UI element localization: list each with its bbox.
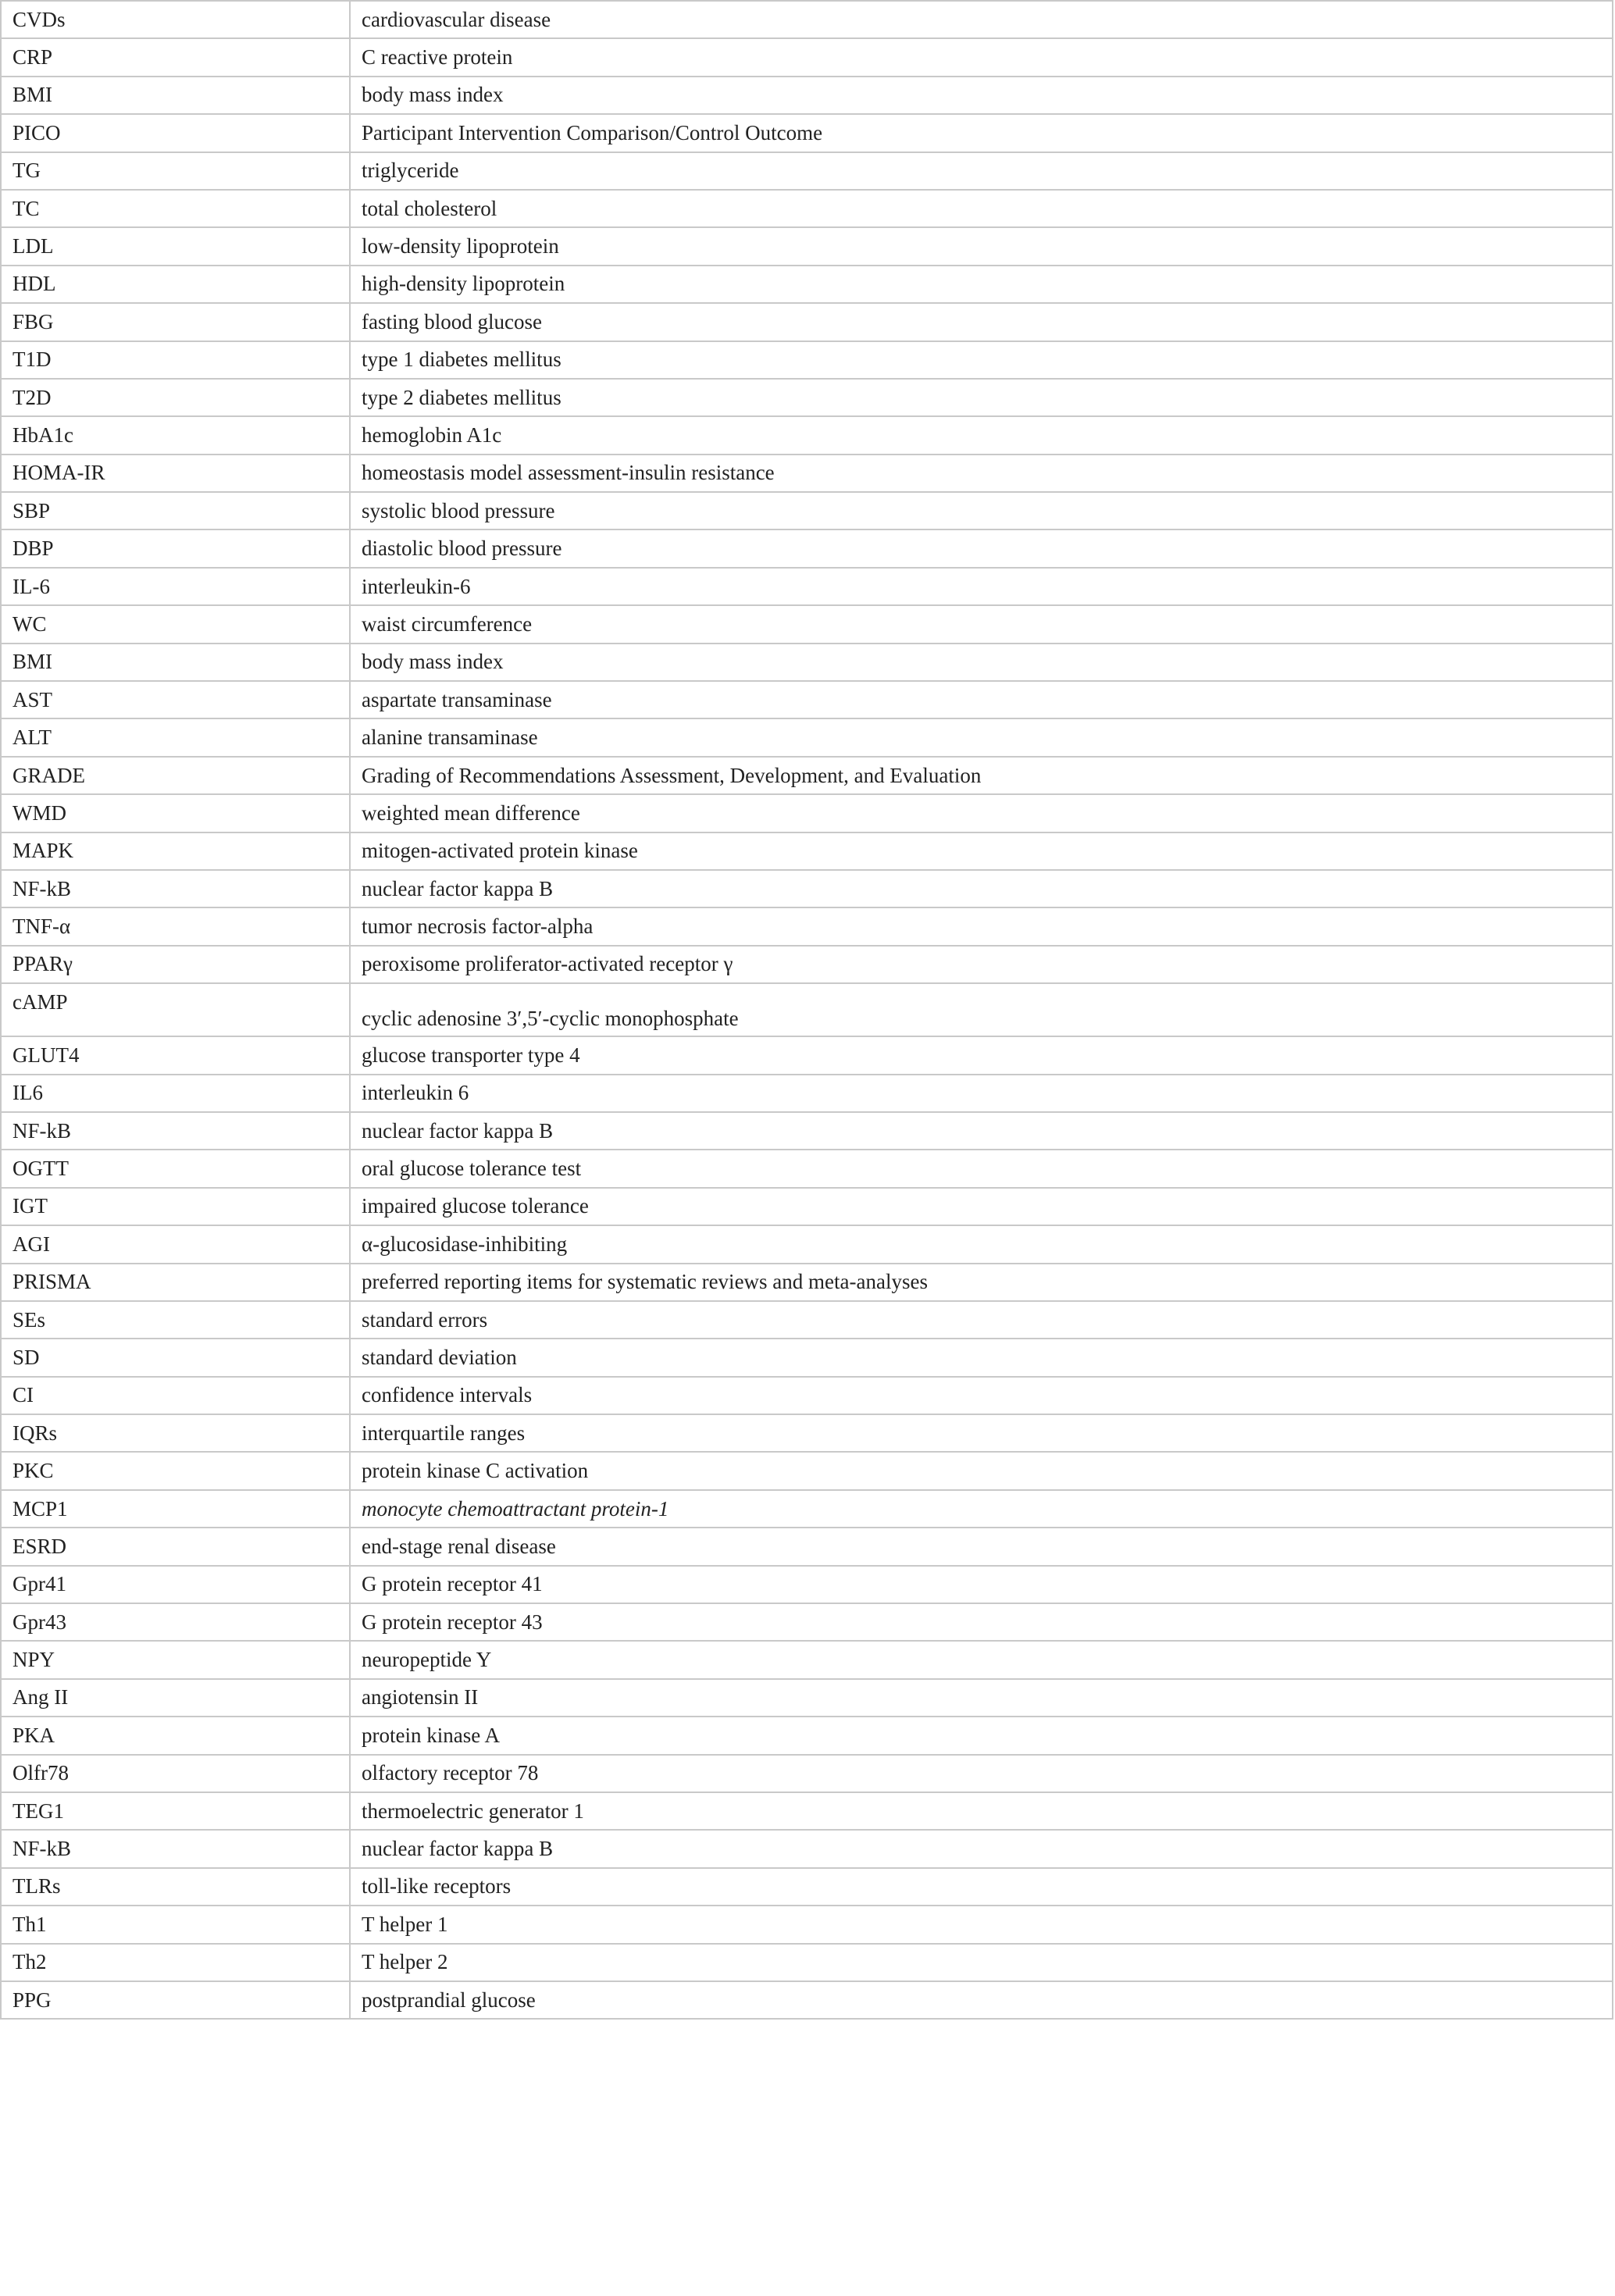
table-row [1,1981,1613,2019]
abbreviation-cell: Olfr78 [1,1755,350,1792]
abbreviation-cell: T2D [1,379,350,416]
abbreviation-cell: CI [1,1377,350,1414]
definition-cell: G protein receptor 41 [350,1566,1613,1603]
table-row [1,1452,1613,1489]
definition-cell: peroxisome proliferator-activated receptor γ [350,946,1613,983]
abbreviation-cell: FBG [1,303,350,340]
table-row [1,1112,1613,1150]
abbreviation-cell: AGI [1,1225,350,1263]
abbreviation-cell: GLUT4 [1,1036,350,1074]
abbreviation-cell: PKC [1,1452,350,1489]
definition-cell: type 1 diabetes mellitus [350,341,1613,379]
definition-cell: alanine transaminase [350,718,1613,756]
table-row [1,492,1613,529]
definition-cell: confidence intervals [350,1377,1613,1414]
definition-cell: angiotensin II [350,1679,1613,1717]
abbreviation-cell: Th2 [1,1944,350,1981]
abbreviation-cell: TNF-α [1,907,350,945]
abbreviation-cell: LDL [1,227,350,265]
table-row [1,227,1613,265]
abbreviation-cell: WC [1,605,350,643]
abbreviation-cell: BMI [1,644,350,681]
abbreviation-cell: SEs [1,1301,350,1339]
definition-cell: hemoglobin A1c [350,416,1613,454]
abbreviation-cell: SBP [1,492,350,529]
abbreviation-cell: TC [1,190,350,227]
table-row [1,1036,1613,1074]
definition-cell: high-density lipoprotein [350,266,1613,303]
definition-cell: α-glucosidase-inhibiting [350,1225,1613,1263]
table-row [1,605,1613,643]
abbreviation-cell: NF-kB [1,1112,350,1150]
table-row [1,1188,1613,1225]
definition-cell: nuclear factor kappa B [350,870,1613,907]
abbreviation-cell: NF-kB [1,1830,350,1867]
table-row [1,718,1613,756]
table-row [1,341,1613,379]
definition-cell: protein kinase A [350,1717,1613,1754]
abbreviation-cell: PICO [1,114,350,152]
table-row [1,946,1613,983]
definition-cell: standard errors [350,1301,1613,1339]
definition-cell: body mass index [350,77,1613,114]
abbreviation-cell: cAMP [1,983,350,1036]
definition-cell: cyclic adenosine 3′,5′-cyclic monophosphate [350,983,1613,1036]
definition-cell: oral glucose tolerance test [350,1150,1613,1187]
table-row [1,870,1613,907]
abbreviation-cell: Th1 [1,1906,350,1943]
definition-cell: mitogen-activated protein kinase [350,832,1613,870]
table-row [1,1755,1613,1792]
definition-cell: Participant Intervention Comparison/Control Outcome [350,114,1613,152]
abbreviation-cell: AST [1,681,350,718]
table-row [1,1150,1613,1187]
definition-cell: glucose transporter type 4 [350,1036,1613,1074]
table-row [1,1490,1613,1528]
definition-cell: interquartile ranges [350,1414,1613,1452]
definition-cell: triglyceride [350,152,1613,190]
definition-cell: nuclear factor kappa B [350,1112,1613,1150]
table-row [1,1868,1613,1906]
table-row [1,983,1613,1036]
definition-cell: low-density lipoprotein [350,227,1613,265]
definition-cell: cardiovascular disease [350,1,1613,38]
definition-cell: G protein receptor 43 [350,1603,1613,1641]
table-row [1,266,1613,303]
abbreviation-cell: TG [1,152,350,190]
table-row [1,1339,1613,1376]
table-row [1,38,1613,76]
definition-cell: protein kinase C activation [350,1452,1613,1489]
definition-cell: waist circumference [350,605,1613,643]
abbreviation-cell: SD [1,1339,350,1376]
abbreviation-cell: Gpr43 [1,1603,350,1641]
definition-cell: impaired glucose tolerance [350,1188,1613,1225]
abbreviation-cell: Gpr41 [1,1566,350,1603]
definition-cell: postprandial glucose [350,1981,1613,2019]
definition-cell: preferred reporting items for systematic reviews and meta-analyses [350,1264,1613,1301]
table-row [1,1792,1613,1830]
definition-cell: weighted mean difference [350,794,1613,832]
abbreviation-cell: CRP [1,38,350,76]
table-row [1,1906,1613,1943]
abbreviation-cell: HOMA-IR [1,455,350,492]
abbreviation-cell: TLRs [1,1868,350,1906]
definition-cell: homeostasis model assessment-insulin resistance [350,455,1613,492]
table-row [1,1377,1613,1414]
definition-cell: thermoelectric generator 1 [350,1792,1613,1830]
abbreviation-cell: IQRs [1,1414,350,1452]
abbreviation-cell: HDL [1,266,350,303]
table-row [1,1830,1613,1867]
definition-cell: standard deviation [350,1339,1613,1376]
definition-cell: aspartate transaminase [350,681,1613,718]
abbreviation-cell: BMI [1,77,350,114]
table-row [1,644,1613,681]
table-row [1,455,1613,492]
table-row [1,416,1613,454]
abbreviation-cell: PKA [1,1717,350,1754]
abbreviation-cell: CVDs [1,1,350,38]
table-row [1,114,1613,152]
definition-cell: nuclear factor kappa B [350,1830,1613,1867]
definition-cell: total cholesterol [350,190,1613,227]
abbreviation-cell: OGTT [1,1150,350,1187]
table-row [1,681,1613,718]
table-row [1,1641,1613,1678]
definition-cell: T helper 1 [350,1906,1613,1943]
definition-cell: olfactory receptor 78 [350,1755,1613,1792]
abbreviation-cell: IGT [1,1188,350,1225]
abbreviation-cell: TEG1 [1,1792,350,1830]
table-row [1,529,1613,567]
table-row [1,1,1613,38]
table-row [1,794,1613,832]
abbreviation-cell: DBP [1,529,350,567]
table-row [1,1717,1613,1754]
definition-cell: interleukin-6 [350,568,1613,605]
definition-cell: monocyte chemoattractant protein-1 [350,1490,1613,1528]
table-row [1,1301,1613,1339]
definition-cell: type 2 diabetes mellitus [350,379,1613,416]
abbreviation-cell: HbA1c [1,416,350,454]
abbreviation-cell: GRADE [1,757,350,794]
table-row [1,1264,1613,1301]
abbreviation-cell: NPY [1,1641,350,1678]
table-row [1,152,1613,190]
abbreviation-cell: PRISMA [1,1264,350,1301]
definition-cell: body mass index [350,644,1613,681]
table-row [1,568,1613,605]
definition-cell: tumor necrosis factor-alpha [350,907,1613,945]
abbreviations-table-body [1,1,1613,2019]
table-row [1,1528,1613,1565]
abbreviation-cell: PPG [1,1981,350,2019]
abbreviation-cell: MAPK [1,832,350,870]
definition-cell: diastolic blood pressure [350,529,1613,567]
abbreviation-cell: WMD [1,794,350,832]
table-row [1,907,1613,945]
abbreviation-cell: NF-kB [1,870,350,907]
table-row [1,757,1613,794]
abbreviation-cell: IL-6 [1,568,350,605]
table-row [1,379,1613,416]
table-row [1,77,1613,114]
abbreviation-cell: Ang II [1,1679,350,1717]
table-row [1,190,1613,227]
table-row [1,1566,1613,1603]
table-row [1,1414,1613,1452]
abbreviation-cell: ESRD [1,1528,350,1565]
table-row [1,1075,1613,1112]
abbreviation-cell: MCP1 [1,1490,350,1528]
definition-cell: toll-like receptors [350,1868,1613,1906]
definition-cell: neuropeptide Y [350,1641,1613,1678]
definition-cell: C reactive protein [350,38,1613,76]
definition-cell: interleukin 6 [350,1075,1613,1112]
table-row [1,1679,1613,1717]
definition-cell: T helper 2 [350,1944,1613,1981]
table-row [1,303,1613,340]
definition-cell: systolic blood pressure [350,492,1613,529]
abbreviation-cell: ALT [1,718,350,756]
table-row [1,1225,1613,1263]
abbreviation-cell: PPARγ [1,946,350,983]
table-row [1,1944,1613,1981]
definition-cell: fasting blood glucose [350,303,1613,340]
definition-cell: end-stage renal disease [350,1528,1613,1565]
definition-cell: Grading of Recommendations Assessment, Development, and Evaluation [350,757,1613,794]
abbreviation-cell: IL6 [1,1075,350,1112]
table-row [1,1603,1613,1641]
abbreviation-cell: T1D [1,341,350,379]
table-row [1,832,1613,870]
